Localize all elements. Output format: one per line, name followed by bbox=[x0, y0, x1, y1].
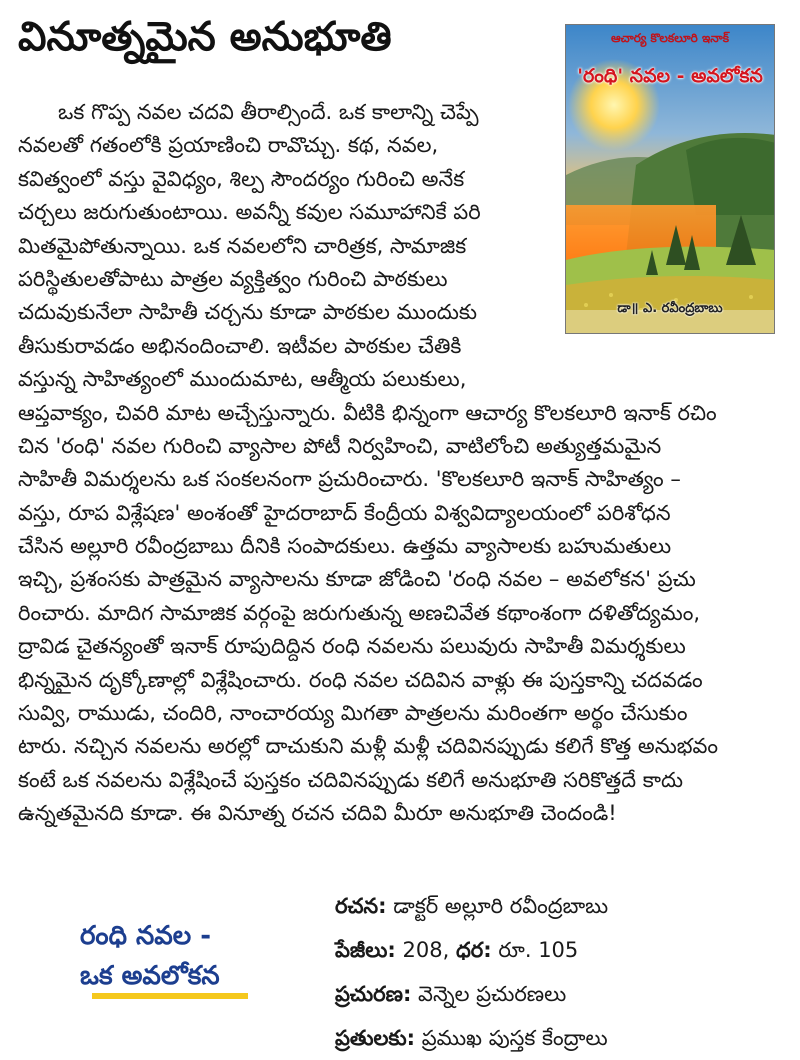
body-line: తీసుకురావడం అభినందించాలి. ఇటీవల పాఠకుల చేతికి bbox=[18, 333, 462, 358]
body-line: కంటే ఒక నవలను విశ్లేషించే పుస్తకం చదివినప్పుడు కలిగే అనుభూతి సరికొత్తదే కాదు bbox=[18, 767, 684, 792]
author-label: రచన: bbox=[335, 894, 387, 918]
body-line: చదువుకునేలా సాహితీ చర్చను కూడా పాఠకుల ముందుకు bbox=[18, 300, 478, 325]
title-underline bbox=[92, 993, 248, 999]
book-details bbox=[335, 884, 795, 1060]
body-line: ఒక గొప్ప నవల చదవి తీరాల్సిందే. ఒక కాలాన్ని చెప్పే bbox=[58, 100, 479, 124]
price-label: ధర: bbox=[455, 938, 492, 962]
book-title-line: రంధి నవల - bbox=[80, 921, 212, 951]
cover-series-label: ఆచార్య కొలకలూరి ఇనాక్ bbox=[610, 31, 730, 45]
body-line: సాహితీ విమర్శలను ఒక సంకలనంగా ప్రచురించారు. 'కొలకలూరి ఇనాక్ సాహిత్యం – bbox=[18, 467, 681, 492]
publisher-value: వెన్నెల ప్రచురణలు bbox=[418, 982, 567, 1006]
body-line: చిన 'రంధి' నవల గురించి వ్యాసాల పోటీ నిర్వహించి, వాటిలోంచి అత్యుత్తమమైన bbox=[18, 433, 662, 458]
body-line: పరిస్థితులతోపాటు పాత్రల వ్యక్తిత్వం గురించి పాఠకులు bbox=[18, 266, 448, 291]
author-row bbox=[335, 884, 795, 928]
body-line: టారు. నచ్చిన నవలను అరల్లో దాచుకుని మళ్లీ మళ్లీ చదివినప్పుడు కలిగే కొత్త అనుభవం bbox=[18, 734, 719, 759]
publisher-row bbox=[335, 972, 795, 1016]
book-title-box bbox=[80, 916, 280, 996]
body-line: నవలతో గతంలోకి ప్రయాణించి రావొచ్చు. కథ, నవల, bbox=[18, 133, 439, 158]
body-line: రించారు. మాదిగ సామాజిక వర్గంపై జరుగుతున్న అణచివేత కథాంశంగా దళితోద్యమం, bbox=[18, 600, 701, 625]
copies-row bbox=[335, 1016, 795, 1060]
copies-label: ప్రతులకు: bbox=[335, 1026, 416, 1050]
body-line: మితమైపోతున్నాయి. ఒక నవలలోని చారిత్రక, సామాజిక bbox=[18, 233, 467, 258]
body-line: ఉన్నతమైనది కూడా. ఈ వినూత్న రచన చదివి మీరూ అనుభూతి చెందండి! bbox=[18, 801, 617, 826]
author-value: డాక్టర్ అల్లూరి రవీంద్రబాబు bbox=[393, 894, 609, 918]
body-line: భిన్నమైన దృక్కోణాల్లో విశ్లేషించారు. రంధి నవల చదివిన వాళ్లు ఈ పుస్తకాన్ని చదవడం bbox=[18, 667, 703, 692]
price-value: రూ. 105 bbox=[498, 938, 579, 962]
cover-author: డా॥ ఎ. రవీంద్రబాబు bbox=[617, 301, 723, 316]
body-line: ఇచ్చి, ప్రశంసకు పాత్రమైన వ్యాసాలను కూడా జోడించి 'రంధి నవల – అవలోకన' ప్రచు bbox=[18, 567, 696, 592]
body-line: చేసిన అల్లూరి రవీంద్రబాబు దీనికి సంపాదకులు. ఉత్తమ వ్యాసాలకు బహుమతులు bbox=[18, 534, 672, 559]
body-line: ఆప్తవాక్యం, చివరి మాట అచ్చేస్తున్నారు. వీటికి భిన్నంగా ఆచార్య కొలకలూరి ఇనాక్ రచిం bbox=[18, 400, 717, 425]
headline: వినూత్నమైన అనుభూతి bbox=[18, 14, 392, 60]
body-line: వస్తు, రూప విశ్లేషణ' అంశంతో హైదరాబాద్ కేంద్రీయ విశ్వవిద్యాలయంలో పరిశోధన bbox=[18, 500, 671, 525]
pages-price-row bbox=[335, 928, 795, 972]
pages-value: 208, bbox=[402, 938, 450, 962]
publisher-label: ప్రచురణ: bbox=[335, 982, 412, 1006]
copies-value: ప్రముఖ పుస్తక కేంద్రాలు bbox=[421, 1026, 608, 1050]
body-line: కవిత్వంలో వస్తు వైవిధ్యం, శిల్ప సౌందర్యం గురించి అనేక bbox=[18, 166, 465, 191]
body-line: సువ్వి, రాముడు, చందిరి, నాంచారయ్య మిగతా పాత్రలను మరింతగా అర్థం చేసుకుం bbox=[18, 701, 688, 726]
pages-label: పేజీలు: bbox=[335, 938, 396, 962]
body-line: చర్చలు జరుగుతుంటాయి. అవన్నీ కవుల సమూహానికే పరి bbox=[18, 200, 481, 225]
book-title-line: ఒక అవలోకన bbox=[80, 961, 220, 991]
body-line: ద్రావిడ చైతన్యంతో ఇనాక్ రూపుదిద్దిన రంధి నవలను పలువురు సాహితీ విమర్శకులు bbox=[18, 634, 686, 659]
cover-title: 'రంధి' నవల - అవలోకన bbox=[577, 65, 763, 87]
body-line: వస్తున్న సాహిత్యంలో ముందుమాట, ఆత్మీయ పలుకులు, bbox=[18, 367, 467, 392]
book-cover bbox=[565, 24, 775, 334]
